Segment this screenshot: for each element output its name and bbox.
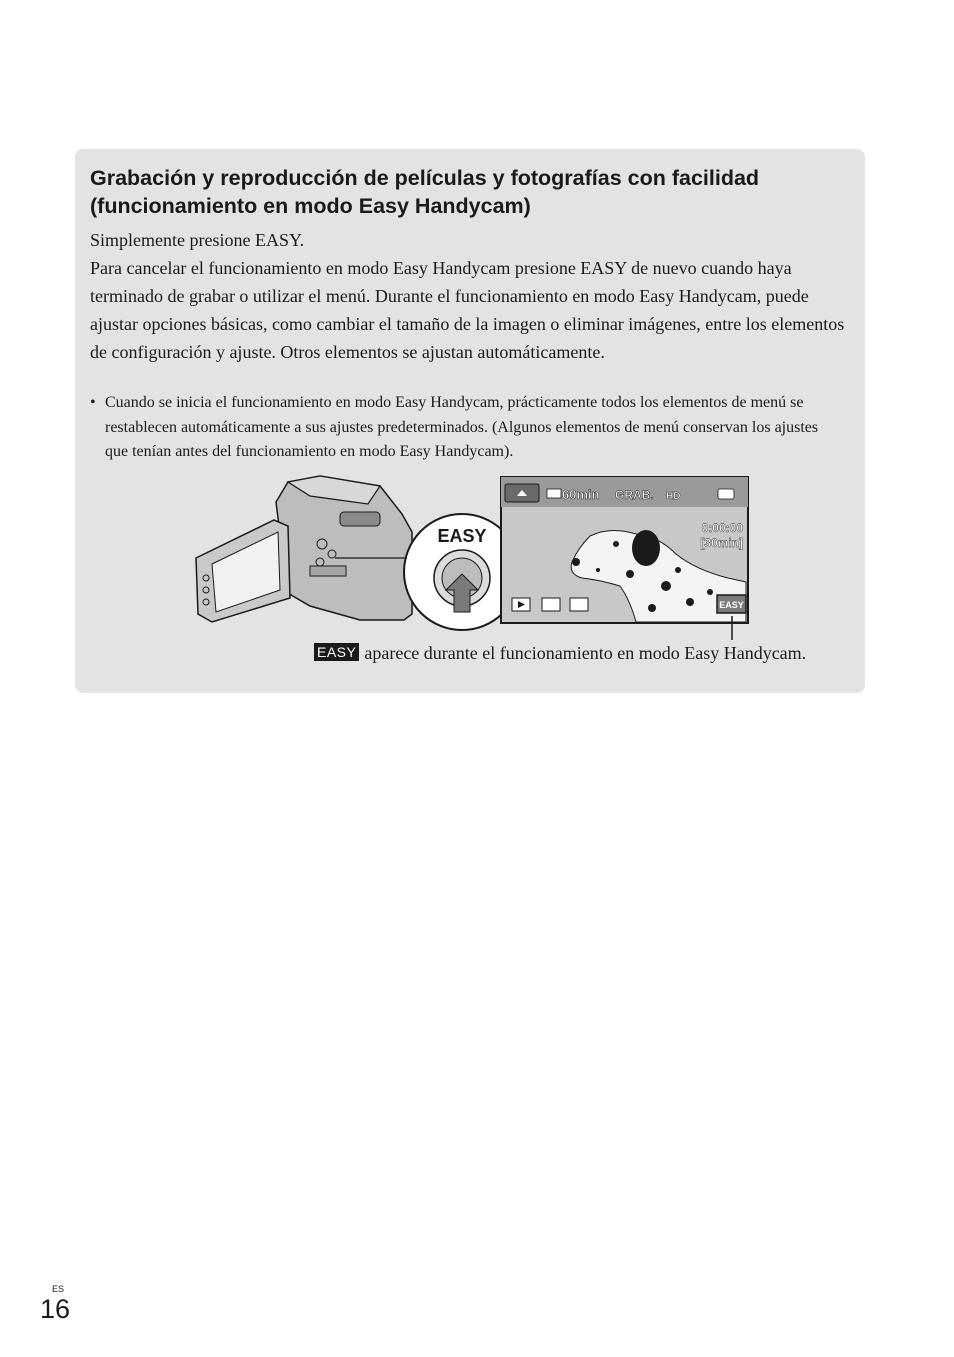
timecode-readout: 0:00:00	[701, 521, 743, 535]
section-title	[90, 164, 850, 220]
remaining-readout: [30min]	[700, 536, 743, 550]
language-code: ES	[52, 1284, 65, 1294]
camcorder-illustration	[190, 474, 752, 642]
screen-easy-indicator: EASY	[719, 600, 744, 610]
easy-caption	[314, 640, 854, 666]
bullet-dot: •	[90, 394, 96, 411]
bullet-text: Cuando se inicia el funcionamiento en modo Easy Handycam, prácticamente todos los elementos de menú se restablecen automáticamente a sus ajustes predeterminados. (Algunos elementos de menú conservan los ajustes que tenían antes del funcionamiento en modo Easy Handycam).	[105, 394, 819, 460]
easy-badge: EASY	[314, 643, 359, 661]
caption-text: aparece durante el funcionamiento en modo Easy Handycam.	[364, 643, 807, 663]
title-line-2: (funcionamiento en modo Easy Handycam)	[90, 194, 531, 218]
cancel-paragraph: Para cancelar el funcionamiento en modo Easy Handycam presione EASY de nuevo cuando haya terminado de grabar o utilizar el menú. Durante el funcionamiento en modo Easy Handycam, puede ajustar opciones básicas, como cambiar el tamaño de la imagen o eliminar imágenes, entre los elementos de configuración y ajuste. Otros elementos se ajustan automáticamente.	[90, 258, 845, 362]
easy-button-label: EASY	[437, 526, 487, 546]
title-line-1: Grabación y reproducción de películas y fotografías con facilidad	[90, 166, 760, 190]
page-number: 16	[40, 1294, 71, 1324]
battery-readout: 60min	[562, 487, 600, 502]
quality-indicator: HD	[666, 491, 681, 502]
intro-paragraph: Simplemente presione EASY.	[90, 230, 305, 250]
camcorder-lcd	[196, 520, 290, 622]
grab-indicator: GRAB.	[615, 488, 654, 502]
lcd-screen-closeup	[501, 477, 748, 623]
camcorder-body	[276, 476, 412, 620]
